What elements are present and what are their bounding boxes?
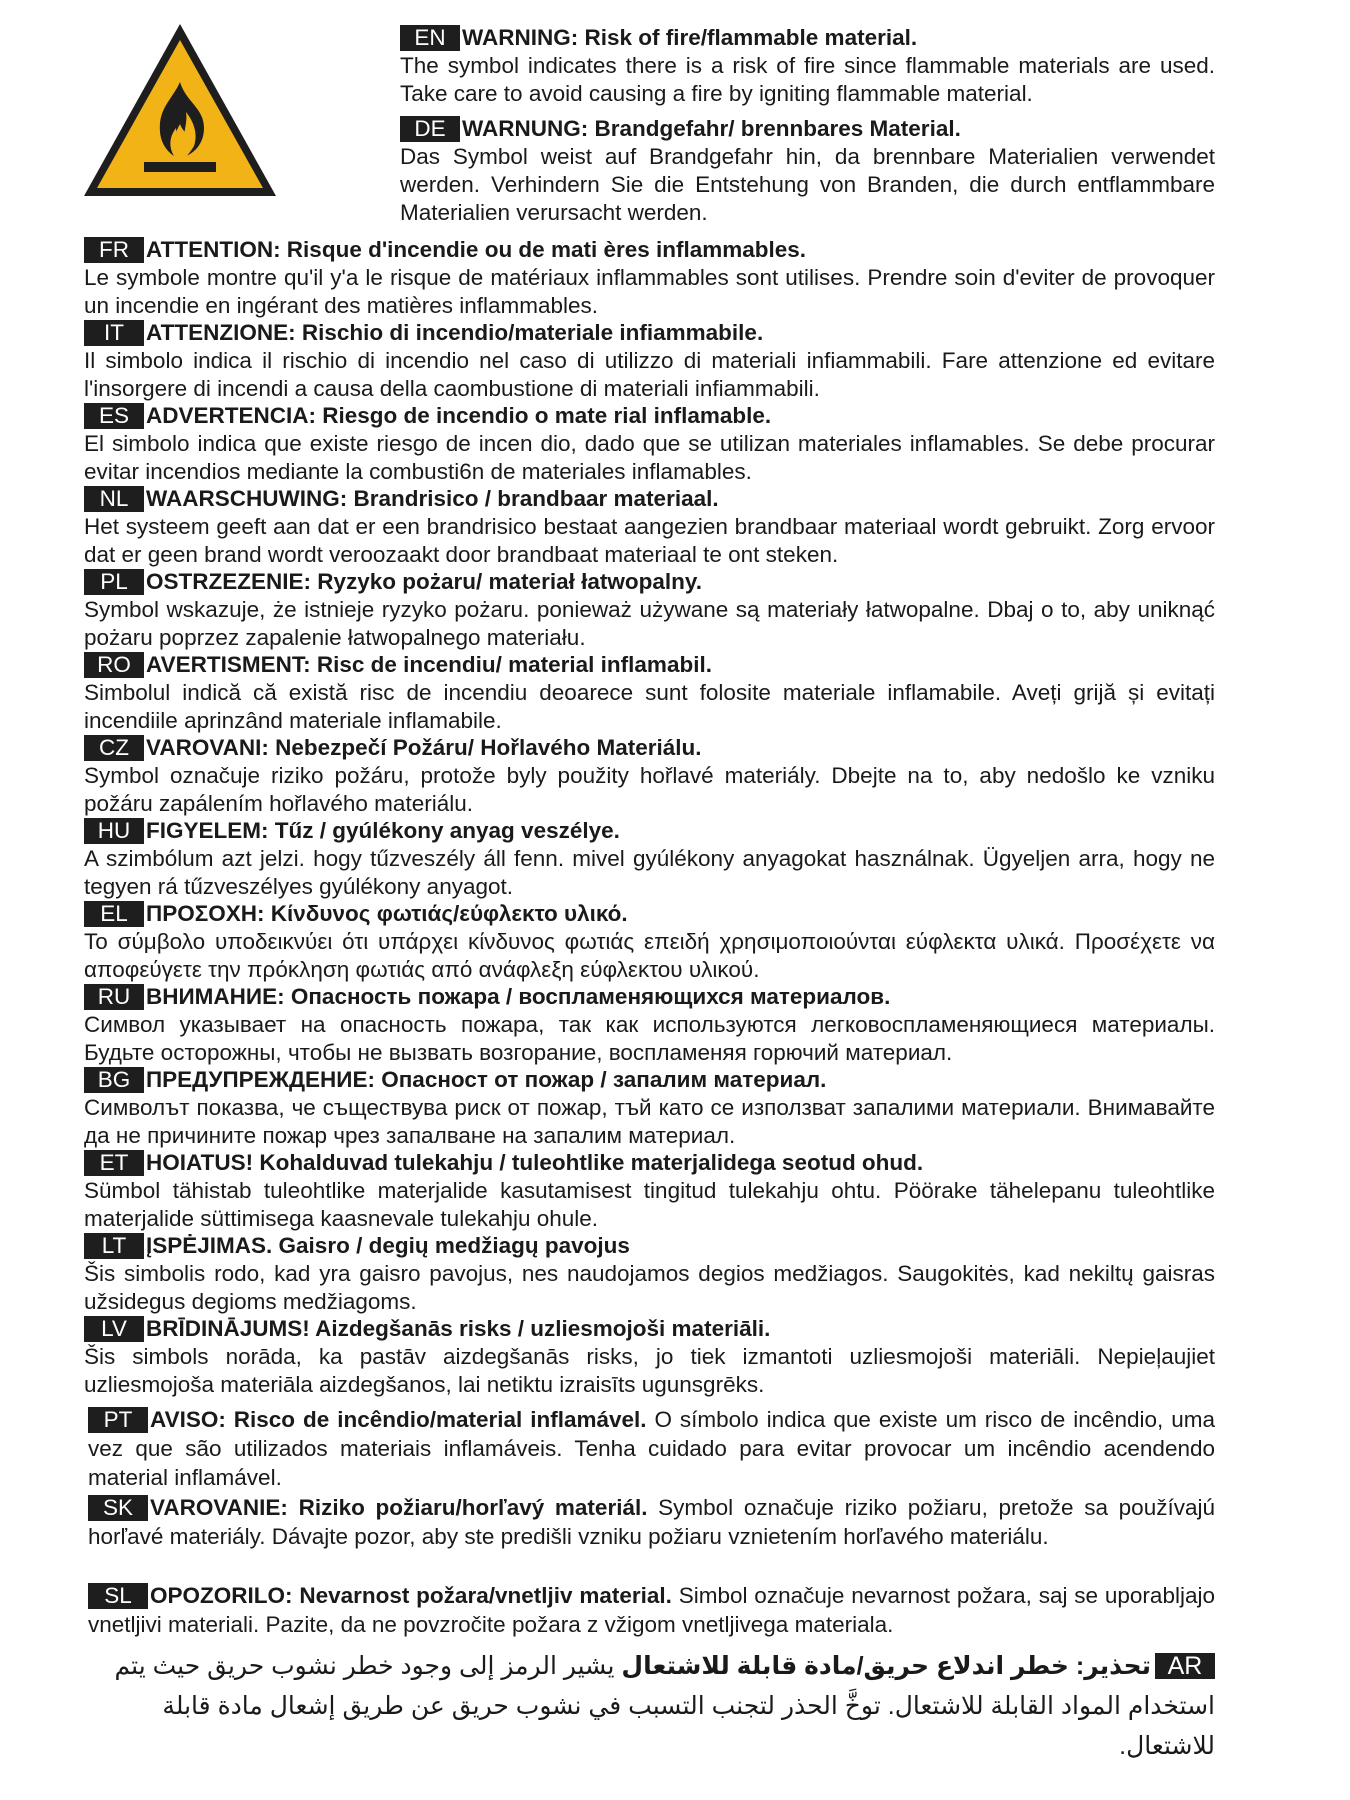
heading-et: HOIATUS! Kohalduvad tulekahju / tuleohtlike materjalidega seotud ohud. [146,1150,924,1175]
lang-tag-cz: CZ [84,735,144,761]
lang-tag-ro: RO [84,652,144,678]
heading-sl: OPOZORILO: Nevarnost požara/vnetljiv material. [150,1583,672,1608]
body-ar: يشير الرمز إلى وجود خطر نشوب حريق حيث يتم استخدام المواد القابلة للاشتعال. توخَّ الحذر لتجنب التسبب في نشوب حريق عن طريق إشعال مادة قابلة للاشتعال. [114,1652,1215,1760]
body-it: Il simbolo indica il rischio di incendio nel caso di utilizzo di materiali infiammabili. Fare attenzione ed evitare l'insorgere di incendi a causa della caombustione di materiali infiammabili. [84,348,1215,401]
section-pt [88,1405,1215,1492]
section-en [400,24,1215,108]
lang-tag-ru: RU [84,984,144,1010]
section-lt [84,1232,1215,1316]
section-nl [84,485,1215,569]
heading-lt: ĮSPĖJIMAS. Gaisro / degių medžiagų pavojus [146,1233,630,1258]
section-hu [84,817,1215,901]
body-lt: Šis simbolis rodo, kad yra gaisro pavojus, nes naudojamos degios medžiagos. Saugokitės, kad nekiltų gaisras užsidegus degioms medžiagoms. [84,1261,1215,1314]
heading-ru: ВНИМАНИЕ: Опасность пожара / воспламеняющихся материалов. [146,984,891,1009]
body-en: The symbol indicates there is a risk of fire since flammable materials are used. Take care to avoid causing a fire by igniting flammable material. [400,53,1215,106]
section-pl [84,568,1215,652]
body-fr: Le symbole montre qu'il y'a le risque de matériaux inflammables sont utilises. Prendre soin d'eviter de provoquer un incendie en ingérant des matières inflammables. [84,265,1215,318]
lang-tag-nl: NL [84,486,144,512]
section-bg [84,1066,1215,1150]
lang-tag-hu: HU [84,818,144,844]
body-bg: Символът показва, че съществува риск от пожар, тъй като се използват запалими материали. Внимавайте да не причините пожар чрез запалване на запалим материал. [84,1095,1215,1148]
body-sk: Symbol označuje riziko požiaru, pretože sa používajú horľavé materiály. Dávajte pozor, aby ste predišli vzniku požiaru vznietením horľavého materiálu. [88,1495,1215,1549]
heading-el: ΠΡΟΣΟΧΗ: Κίνδυνος φωτιάς/εύφλεκτο υλικό. [146,901,628,926]
section-cz [84,734,1215,818]
section-ro [84,651,1215,735]
section-et [84,1149,1215,1233]
body-lv: Šis simbols norāda, ka pastāv aizdegšanās risks, jo tiek izmantoti uzliesmojoši materiāli. Nepieļaujiet uzliesmojoša materiāla aizdegšanos, lai netiktu izraisīts ugunsgrēks. [84,1344,1215,1397]
lang-tag-bg: BG [84,1067,144,1093]
body-es: El simbolo indica que existe riesgo de incen dio, dado que se utilizan materiales inflamables. Se debe procurar evitar incendios mediante la combusti6n de materiales inflamables. [84,431,1215,484]
lang-tag-lt: LT [84,1233,144,1259]
heading-de: WARNUNG: Brandgefahr/ brennbares Material. [462,116,961,141]
section-sk [88,1493,1215,1551]
heading-it: ATTENZIONE: Rischio di incendio/materiale infiammabile. [146,320,764,345]
lang-tag-sl: SL [88,1583,148,1609]
heading-ro: AVERTISMENT: Risc de incendiu/ material inflamabil. [146,652,712,677]
section-sl [88,1581,1215,1639]
section-el [84,900,1215,984]
section-es [84,402,1215,486]
body-pl: Symbol wskazuje, że istnieje ryzyko pożaru. ponieważ używane są materiały łatwopalne. Dbaj o to, aby uniknąć pożaru poprzez zapalenie łatwopalnego materiału. [84,597,1215,650]
body-nl: Het systeem geeft aan dat er een brandrisico bestaat aangezien brandbaar materiaal wordt gebruikt. Zorg ervoor dat er geen brand wordt veroozaakt door brandbaat materiaal te ont steken. [84,514,1215,567]
lang-tag-ar: AR [1155,1653,1215,1679]
body-pt: O símbolo indica que existe um risco de incêndio, uma vez que são utilizados materiais inflamáveis. Tenha cuidado para evitar provocar um incêndio acendendo material inflamável. [88,1407,1215,1490]
lang-tag-it: IT [84,320,144,346]
section-ar [100,1646,1215,1766]
heading-es: ADVERTENCIA: Riesgo de incendio o mate rial inflamable. [146,403,772,428]
body-ro: Simbolul indică că există risc de incendiu deoarece sunt folosite materiale inflamabile. Aveți grijă și evitați incendiile aprinzând materiale inflamabile. [84,680,1215,733]
body-et: Sümbol tähistab tuleohtlike materjalide kasutamisest tingitud tulekahju ohtu. Pöörake tähelepanu tuleohtlike materjalide süttimisega kaasnevale tulekahju ohule. [84,1178,1215,1231]
lang-tag-lv: LV [84,1316,144,1342]
heading-fr: ATTENTION: Risque d'incendie ou de mati ères inflammables. [146,237,807,262]
heading-sk: VAROVANIE: Riziko požiaru/horľavý materiál. [150,1495,648,1520]
section-ru [84,983,1215,1067]
heading-hu: FIGYELEM: Tűz / gyúlékony anyag veszélye. [146,818,620,843]
body-ru: Символ указывает на опасность пожара, так как используются легковоспламеняющиеся материалы. Будьте осторожны, чтобы не вызвать возгорание, воспламеняя горючий материал. [84,1012,1215,1065]
lang-tag-et: ET [84,1150,144,1176]
lang-tag-en: EN [400,25,460,51]
section-lv [84,1315,1215,1399]
lang-tag-de: DE [400,116,460,142]
heading-en: WARNING: Risk of fire/flammable material. [462,25,918,50]
section-de [400,115,1215,227]
body-de: Das Symbol weist auf Brandgefahr hin, da brennbare Materialien verwendet werden. Verhindern Sie die Entstehung von Branden, die durch entflammbare Materialien verursacht werden. [400,144,1215,225]
heading-nl: WAARSCHUWING: Brandrisico / brandbaar materiaal. [146,486,719,511]
lang-tag-pt: PT [88,1407,148,1433]
heading-cz: VAROVANI: Nebezpečí Požáru/ Hořlavého Materiálu. [146,735,702,760]
lang-tag-es: ES [84,403,144,429]
lang-tag-pl: PL [84,569,144,595]
heading-bg: ПРЕДУПРЕЖДЕНИЕ: Опасност от пожар / запалим материал. [146,1067,827,1092]
body-cz: Symbol označuje riziko požáru, protože byly použity hořlavé materiály. Dbejte na to, aby nedošlo ke vzniku požáru zapálením hořlavého materiálu. [84,763,1215,816]
body-sl: Simbol označuje nevarnost požara, saj se uporabljajo vnetljivi materiali. Pazite, da ne povzročite požara z vžigom vnetljivega materiala. [88,1583,1215,1637]
section-fr [84,236,1215,320]
body-hu: A szimbólum azt jelzi. hogy tűzveszély áll fenn. mivel gyúlékony anyagokat használnak. Ügyeljen arra, hogy ne tegyen rá tűzveszélyes gyúlékony anyagot. [84,846,1215,899]
lang-tag-fr: FR [84,237,144,263]
section-it [84,319,1215,403]
body-el: Το σύμβολο υποδεικνύει ότι υπάρχει κίνδυνος φωτιάς επειδή χρησιμοποιούνται εύφλεκτα υλικά. Προσέχετε να αποφεύγετε την πρόκληση φωτιάς από ανάφλεξη εύφλεκτου υλικού. [84,929,1215,982]
lang-tag-sk: SK [88,1495,148,1521]
heading-pl: OSTRZEZENIE: Ryzyko pożaru/ materiał łatwopalny. [146,569,702,594]
heading-lv: BRĪDINĀJUMS! Aizdegšanās risks / uzliesmojoši materiāli. [146,1316,771,1341]
heading-pt: AVISO: Risco de incêndio/material inflamável. [150,1407,647,1432]
flammable-warning-icon [80,20,280,202]
lang-tag-el: EL [84,901,144,927]
heading-ar: تحذير: خطر اندلاع حريق/مادة قابلة للاشتعال [621,1652,1151,1680]
